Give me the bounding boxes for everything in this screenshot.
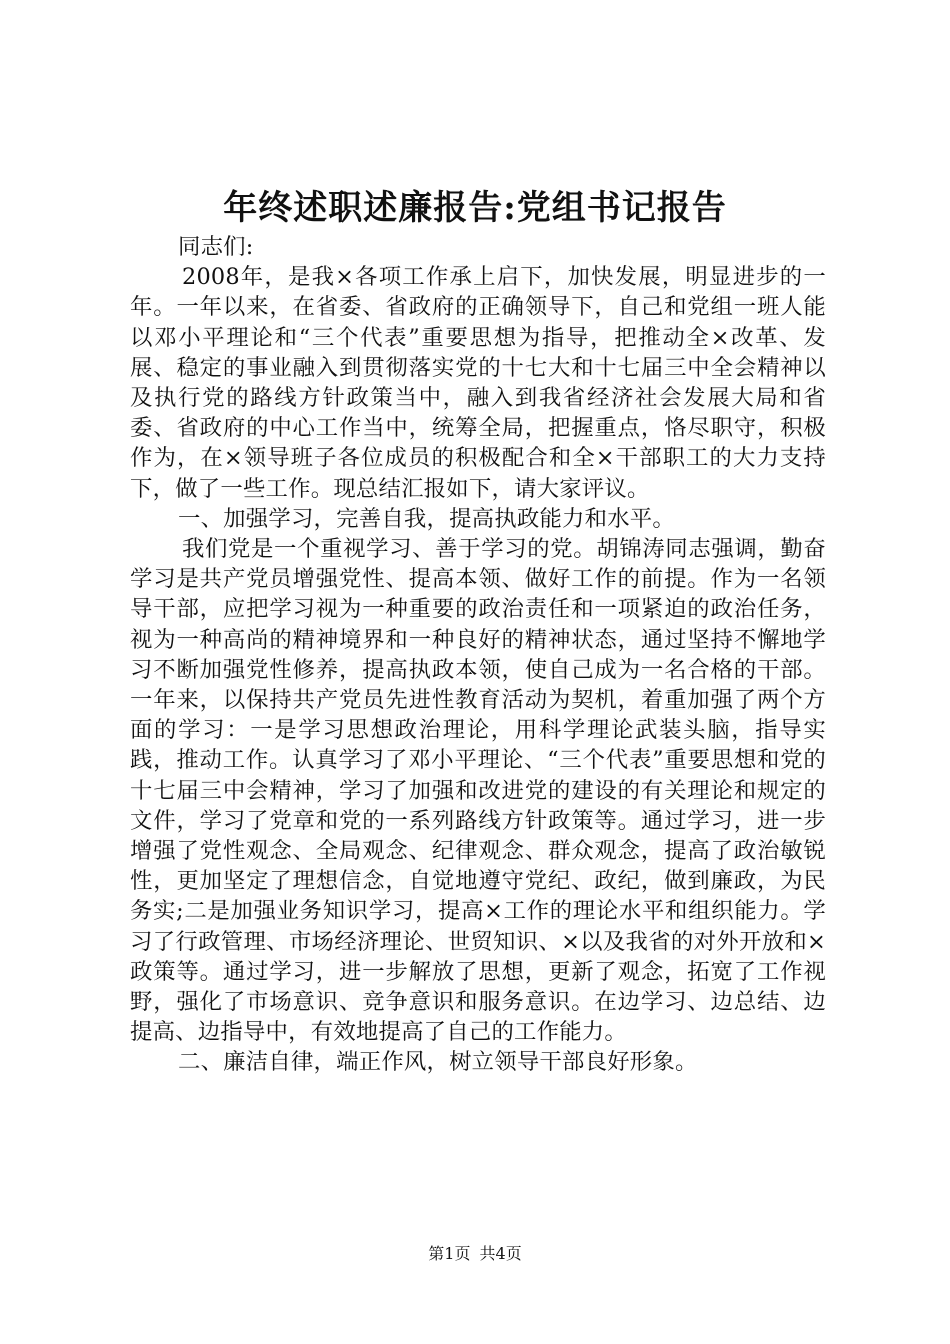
page-total: 共4页 bbox=[479, 1244, 522, 1263]
section-heading-2: 二、廉洁自律，端正作风，树立领导干部良好形象。 bbox=[178, 1049, 698, 1076]
section-heading-1: 一、加强学习，完善自我，提高执政能力和水平。 bbox=[178, 505, 675, 532]
greeting-line: 同志们: bbox=[178, 234, 254, 260]
page-number: 第1页 bbox=[428, 1244, 471, 1263]
paragraph-intro: 2008年，是我×各项工作承上启下，加快发展，明显进步的一年。一年以来，在省委、省政府的正确领导下，自己和党组一班人能以邓小平理论和“三个代表”重要思想为指导，把推动全×改革、发展、稳定的事业融入到贯彻落实党的十七大和十七届三中全会精神以及执行党的路线方针政策当中，融入到我省经济社会发展大局和省委、省政府的中心工作当中，统筹全局，把握重点，恪尽职守，积极作为，在×领导班子各位成员的积极配合和全×干部职工的大力支持下，做了一些工作。现总结汇报如下，请大家评议。 bbox=[130, 264, 826, 502]
paragraph-study: 我们党是一个重视学习、善于学习的党。胡锦涛同志强调，勤奋学习是共产党员增强党性、提高本领、做好工作的前提。作为一名领导干部，应把学习视为一种重要的政治责任和一项紧迫的政治任务，视为一种高尚的精神境界和一种良好的精神状态，通过坚持不懈地学习不断加强党性修养，提高执政本领，使自己成为一名合格的干部。一年来，以保持共产党员先进性教育活动为契机，着重加强了两个方面的学习：一是学习思想政治理论，用科学理论武装头脑，指导实践，推动工作。认真学习了邓小平理论、“三个代表”重要思想和党的十七届三中会精神，学习了加强和改进党的建设的有关理论和规定的文件，学习了党章和党的一系列路线方针政策等。通过学习，进一步增强了党性观念、全局观念、纪律观念、群众观念，提高了政治敏锐性，更加坚定了理想信念，自觉地遵守党纪、政纪，做到廉政，为民务实;二是加强业务知识学习，提高×工作的理论水平和组织能力。学习了行政管理、市场经济理论、世贸知识、×以及我省的对外开放和×政策等。通过学习，进一步解放了思想，更新了观念，拓宽了工作视野，强化了市场意识、竞争意识和服务意识。在边学习、边总结、边提高、边指导中，有效地提高了自己的工作能力。 bbox=[130, 536, 826, 1046]
page-footer bbox=[0, 1242, 950, 1266]
document-title: 年终述职述廉报告:党组书记报告 bbox=[223, 188, 727, 228]
document-body bbox=[130, 232, 826, 1078]
